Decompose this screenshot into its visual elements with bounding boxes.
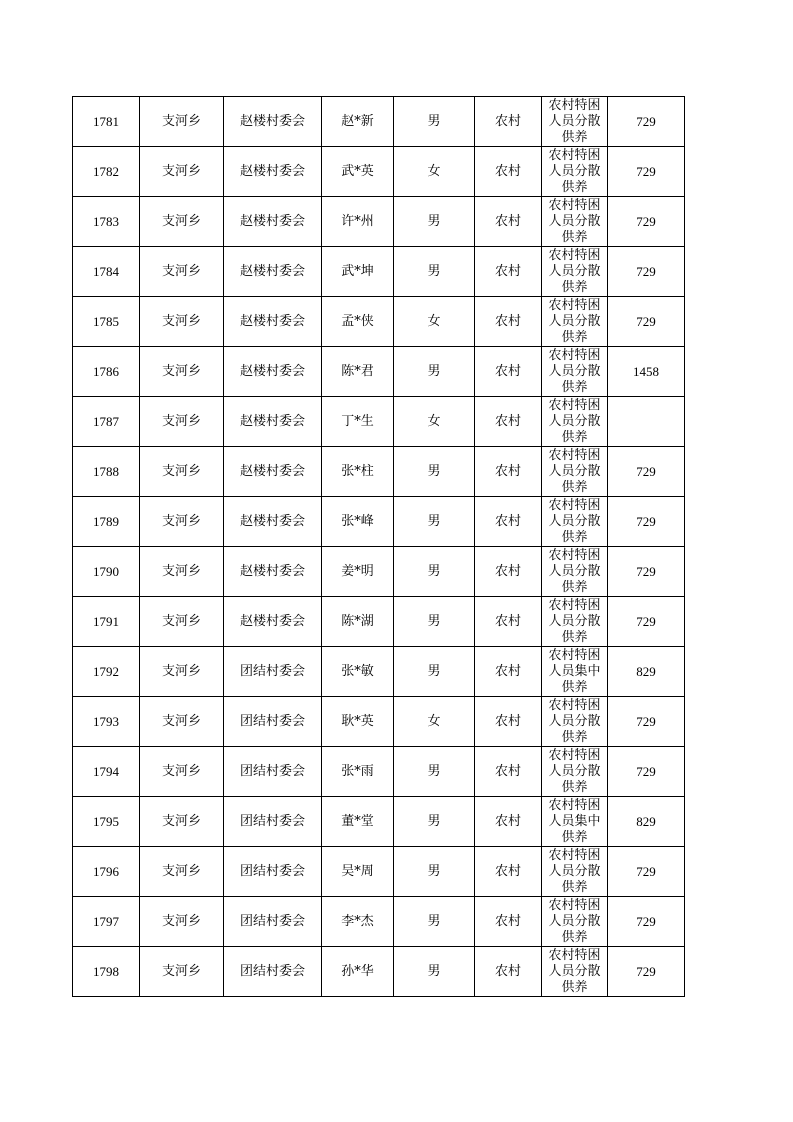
residence-type-cell: 农村 xyxy=(475,897,542,947)
support-category-text xyxy=(542,647,607,695)
support-category-line: 农村特困 xyxy=(548,848,601,863)
support-category-text xyxy=(542,147,607,195)
support-category-line: 农村特困 xyxy=(548,398,601,413)
support-category-line: 供养 xyxy=(561,280,588,295)
gender-cell: 男 xyxy=(394,197,475,247)
support-category-cell xyxy=(542,747,608,797)
support-category-line: 供养 xyxy=(561,380,588,395)
serial-number-cell: 1791 xyxy=(73,597,140,647)
person-name-cell: 姜*明 xyxy=(322,547,394,597)
amount-cell: 729 xyxy=(608,697,685,747)
village-committee-cell: 团结村委会 xyxy=(224,847,322,897)
support-category-line: 农村特困 xyxy=(548,198,601,213)
residence-type-cell: 农村 xyxy=(475,947,542,997)
amount-cell: 729 xyxy=(608,847,685,897)
township-cell: 支河乡 xyxy=(140,497,224,547)
table-row xyxy=(73,597,685,647)
amount-cell xyxy=(608,397,685,447)
gender-cell: 男 xyxy=(394,447,475,497)
amount-cell: 729 xyxy=(608,547,685,597)
support-category-line: 人员分散 xyxy=(548,864,601,879)
support-category-text xyxy=(542,297,607,345)
support-category-text xyxy=(542,797,607,845)
support-category-line: 人员分散 xyxy=(548,164,601,179)
village-committee-cell: 赵楼村委会 xyxy=(224,297,322,347)
person-name-cell: 陈*君 xyxy=(322,347,394,397)
serial-number-cell: 1783 xyxy=(73,197,140,247)
amount-cell: 729 xyxy=(608,247,685,297)
support-category-text xyxy=(542,447,607,495)
support-category-line: 人员分散 xyxy=(548,964,601,979)
support-category-text xyxy=(542,247,607,295)
residence-type-cell: 农村 xyxy=(475,197,542,247)
village-committee-cell: 赵楼村委会 xyxy=(224,397,322,447)
township-cell: 支河乡 xyxy=(140,97,224,147)
gender-cell: 男 xyxy=(394,497,475,547)
amount-cell: 729 xyxy=(608,597,685,647)
village-committee-cell: 赵楼村委会 xyxy=(224,497,322,547)
support-category-cell xyxy=(542,397,608,447)
amount-cell: 729 xyxy=(608,897,685,947)
support-category-text xyxy=(542,697,607,745)
support-category-line: 供养 xyxy=(561,680,588,695)
serial-number-cell: 1794 xyxy=(73,747,140,797)
village-committee-cell: 赵楼村委会 xyxy=(224,247,322,297)
township-cell: 支河乡 xyxy=(140,397,224,447)
table-body xyxy=(73,97,685,997)
table-row xyxy=(73,247,685,297)
support-category-cell xyxy=(542,147,608,197)
amount-cell: 1458 xyxy=(608,347,685,397)
township-cell: 支河乡 xyxy=(140,647,224,697)
township-cell: 支河乡 xyxy=(140,897,224,947)
support-category-text xyxy=(542,597,607,645)
serial-number-cell: 1790 xyxy=(73,547,140,597)
support-category-cell xyxy=(542,547,608,597)
serial-number-cell: 1787 xyxy=(73,397,140,447)
table-row xyxy=(73,647,685,697)
serial-number-cell: 1797 xyxy=(73,897,140,947)
support-category-text xyxy=(542,197,607,245)
support-category-line: 农村特困 xyxy=(548,648,601,663)
support-category-cell xyxy=(542,847,608,897)
support-category-line: 人员分散 xyxy=(548,564,601,579)
serial-number-cell: 1789 xyxy=(73,497,140,547)
serial-number-cell: 1798 xyxy=(73,947,140,997)
support-category-text xyxy=(542,897,607,945)
support-category-cell xyxy=(542,447,608,497)
residence-type-cell: 农村 xyxy=(475,397,542,447)
table-row xyxy=(73,897,685,947)
support-category-line: 人员集中 xyxy=(548,814,601,829)
support-category-line: 农村特困 xyxy=(548,898,601,913)
village-committee-cell: 团结村委会 xyxy=(224,697,322,747)
village-committee-cell: 团结村委会 xyxy=(224,897,322,947)
support-category-line: 人员分散 xyxy=(548,764,601,779)
table-row xyxy=(73,347,685,397)
support-category-text xyxy=(542,747,607,795)
table-row xyxy=(73,797,685,847)
residence-type-cell: 农村 xyxy=(475,97,542,147)
township-cell: 支河乡 xyxy=(140,947,224,997)
residence-type-cell: 农村 xyxy=(475,497,542,547)
support-category-line: 农村特困 xyxy=(548,348,601,363)
village-committee-cell: 赵楼村委会 xyxy=(224,347,322,397)
support-category-line: 人员分散 xyxy=(548,464,601,479)
support-category-cell xyxy=(542,597,608,647)
amount-cell: 729 xyxy=(608,297,685,347)
support-category-line: 人员分散 xyxy=(548,314,601,329)
support-category-line: 供养 xyxy=(561,730,588,745)
support-category-cell xyxy=(542,797,608,847)
gender-cell: 男 xyxy=(394,947,475,997)
township-cell: 支河乡 xyxy=(140,847,224,897)
support-category-line: 供养 xyxy=(561,130,588,145)
serial-number-cell: 1793 xyxy=(73,697,140,747)
support-category-line: 农村特困 xyxy=(548,748,601,763)
person-name-cell: 董*堂 xyxy=(322,797,394,847)
residence-type-cell: 农村 xyxy=(475,297,542,347)
serial-number-cell: 1784 xyxy=(73,247,140,297)
support-category-line: 农村特困 xyxy=(548,298,601,313)
support-category-line: 供养 xyxy=(561,780,588,795)
support-category-line: 农村特困 xyxy=(548,948,601,963)
support-category-line: 人员分散 xyxy=(548,214,601,229)
support-category-text xyxy=(542,947,607,995)
support-category-line: 供养 xyxy=(561,830,588,845)
support-category-line: 人员分散 xyxy=(548,364,601,379)
residence-type-cell: 农村 xyxy=(475,647,542,697)
support-category-cell xyxy=(542,697,608,747)
village-committee-cell: 团结村委会 xyxy=(224,947,322,997)
township-cell: 支河乡 xyxy=(140,247,224,297)
gender-cell: 男 xyxy=(394,247,475,297)
support-category-text xyxy=(542,397,607,445)
township-cell: 支河乡 xyxy=(140,197,224,247)
support-category-cell xyxy=(542,947,608,997)
serial-number-cell: 1796 xyxy=(73,847,140,897)
amount-cell: 729 xyxy=(608,947,685,997)
residence-type-cell: 农村 xyxy=(475,347,542,397)
person-name-cell: 张*雨 xyxy=(322,747,394,797)
table-row xyxy=(73,747,685,797)
gender-cell: 男 xyxy=(394,647,475,697)
person-name-cell: 张*峰 xyxy=(322,497,394,547)
support-category-text xyxy=(542,847,607,895)
support-category-line: 供养 xyxy=(561,330,588,345)
serial-number-cell: 1785 xyxy=(73,297,140,347)
support-category-line: 供养 xyxy=(561,580,588,595)
support-category-line: 供养 xyxy=(561,180,588,195)
amount-cell: 829 xyxy=(608,647,685,697)
gender-cell: 男 xyxy=(394,547,475,597)
township-cell: 支河乡 xyxy=(140,597,224,647)
village-committee-cell: 赵楼村委会 xyxy=(224,547,322,597)
township-cell: 支河乡 xyxy=(140,147,224,197)
support-category-line: 供养 xyxy=(561,430,588,445)
gender-cell: 女 xyxy=(394,697,475,747)
table-row xyxy=(73,197,685,247)
support-category-line: 供养 xyxy=(561,980,588,995)
support-category-line: 供养 xyxy=(561,630,588,645)
person-name-cell: 孟*侠 xyxy=(322,297,394,347)
gender-cell: 男 xyxy=(394,97,475,147)
support-category-line: 农村特困 xyxy=(548,148,601,163)
amount-cell: 729 xyxy=(608,197,685,247)
person-name-cell: 陈*湖 xyxy=(322,597,394,647)
village-committee-cell: 赵楼村委会 xyxy=(224,197,322,247)
amount-cell: 729 xyxy=(608,97,685,147)
village-committee-cell: 赵楼村委会 xyxy=(224,597,322,647)
serial-number-cell: 1788 xyxy=(73,447,140,497)
support-category-text xyxy=(542,97,607,145)
table-row xyxy=(73,497,685,547)
village-committee-cell: 团结村委会 xyxy=(224,747,322,797)
village-committee-cell: 赵楼村委会 xyxy=(224,147,322,197)
support-category-line: 农村特困 xyxy=(548,548,601,563)
support-category-line: 人员分散 xyxy=(548,264,601,279)
support-category-line: 供养 xyxy=(561,930,588,945)
support-category-cell xyxy=(542,497,608,547)
residence-type-cell: 农村 xyxy=(475,247,542,297)
support-category-text xyxy=(542,497,607,545)
village-committee-cell: 赵楼村委会 xyxy=(224,97,322,147)
person-name-cell: 张*敏 xyxy=(322,647,394,697)
relief-roster-table xyxy=(72,96,685,997)
support-category-line: 农村特困 xyxy=(548,598,601,613)
residence-type-cell: 农村 xyxy=(475,147,542,197)
township-cell: 支河乡 xyxy=(140,547,224,597)
table-row xyxy=(73,297,685,347)
serial-number-cell: 1792 xyxy=(73,647,140,697)
table-row xyxy=(73,947,685,997)
township-cell: 支河乡 xyxy=(140,297,224,347)
serial-number-cell: 1781 xyxy=(73,97,140,147)
table-row xyxy=(73,397,685,447)
gender-cell: 男 xyxy=(394,597,475,647)
person-name-cell: 耿*英 xyxy=(322,697,394,747)
residence-type-cell: 农村 xyxy=(475,747,542,797)
person-name-cell: 许*州 xyxy=(322,197,394,247)
gender-cell: 男 xyxy=(394,347,475,397)
gender-cell: 女 xyxy=(394,147,475,197)
support-category-line: 农村特困 xyxy=(548,698,601,713)
village-committee-cell: 赵楼村委会 xyxy=(224,447,322,497)
amount-cell: 829 xyxy=(608,797,685,847)
support-category-cell xyxy=(542,297,608,347)
table-row xyxy=(73,547,685,597)
amount-cell: 729 xyxy=(608,447,685,497)
village-committee-cell: 团结村委会 xyxy=(224,647,322,697)
village-committee-cell: 团结村委会 xyxy=(224,797,322,847)
support-category-line: 农村特困 xyxy=(548,248,601,263)
support-category-cell xyxy=(542,897,608,947)
support-category-line: 供养 xyxy=(561,230,588,245)
table-row xyxy=(73,447,685,497)
support-category-line: 农村特困 xyxy=(548,798,601,813)
support-category-line: 人员分散 xyxy=(548,514,601,529)
support-category-line: 供养 xyxy=(561,530,588,545)
support-category-cell xyxy=(542,347,608,397)
residence-type-cell: 农村 xyxy=(475,797,542,847)
support-category-line: 农村特困 xyxy=(548,448,601,463)
support-category-line: 农村特困 xyxy=(548,498,601,513)
township-cell: 支河乡 xyxy=(140,697,224,747)
serial-number-cell: 1782 xyxy=(73,147,140,197)
gender-cell: 男 xyxy=(394,847,475,897)
residence-type-cell: 农村 xyxy=(475,547,542,597)
amount-cell: 729 xyxy=(608,747,685,797)
support-category-cell xyxy=(542,647,608,697)
person-name-cell: 张*柱 xyxy=(322,447,394,497)
gender-cell: 女 xyxy=(394,297,475,347)
person-name-cell: 丁*生 xyxy=(322,397,394,447)
township-cell: 支河乡 xyxy=(140,797,224,847)
person-name-cell: 孙*华 xyxy=(322,947,394,997)
person-name-cell: 吴*周 xyxy=(322,847,394,897)
amount-cell: 729 xyxy=(608,497,685,547)
table-row xyxy=(73,97,685,147)
residence-type-cell: 农村 xyxy=(475,697,542,747)
support-category-line: 人员分散 xyxy=(548,114,601,129)
support-category-text xyxy=(542,347,607,395)
table-row xyxy=(73,697,685,747)
person-name-cell: 赵*新 xyxy=(322,97,394,147)
amount-cell: 729 xyxy=(608,147,685,197)
support-category-line: 供养 xyxy=(561,480,588,495)
residence-type-cell: 农村 xyxy=(475,447,542,497)
support-category-line: 人员分散 xyxy=(548,714,601,729)
table-row xyxy=(73,847,685,897)
residence-type-cell: 农村 xyxy=(475,847,542,897)
gender-cell: 女 xyxy=(394,397,475,447)
serial-number-cell: 1786 xyxy=(73,347,140,397)
person-name-cell: 武*坤 xyxy=(322,247,394,297)
township-cell: 支河乡 xyxy=(140,447,224,497)
support-category-line: 人员分散 xyxy=(548,414,601,429)
support-category-line: 供养 xyxy=(561,880,588,895)
township-cell: 支河乡 xyxy=(140,347,224,397)
support-category-line: 人员分散 xyxy=(548,614,601,629)
person-name-cell: 李*杰 xyxy=(322,897,394,947)
support-category-cell xyxy=(542,97,608,147)
gender-cell: 男 xyxy=(394,797,475,847)
gender-cell: 男 xyxy=(394,897,475,947)
support-category-cell xyxy=(542,247,608,297)
serial-number-cell: 1795 xyxy=(73,797,140,847)
support-category-line: 人员分散 xyxy=(548,914,601,929)
table-row xyxy=(73,147,685,197)
township-cell: 支河乡 xyxy=(140,747,224,797)
support-category-line: 农村特困 xyxy=(548,98,601,113)
person-name-cell: 武*英 xyxy=(322,147,394,197)
residence-type-cell: 农村 xyxy=(475,597,542,647)
gender-cell: 男 xyxy=(394,747,475,797)
support-category-cell xyxy=(542,197,608,247)
support-category-text xyxy=(542,547,607,595)
support-category-line: 人员集中 xyxy=(548,664,601,679)
